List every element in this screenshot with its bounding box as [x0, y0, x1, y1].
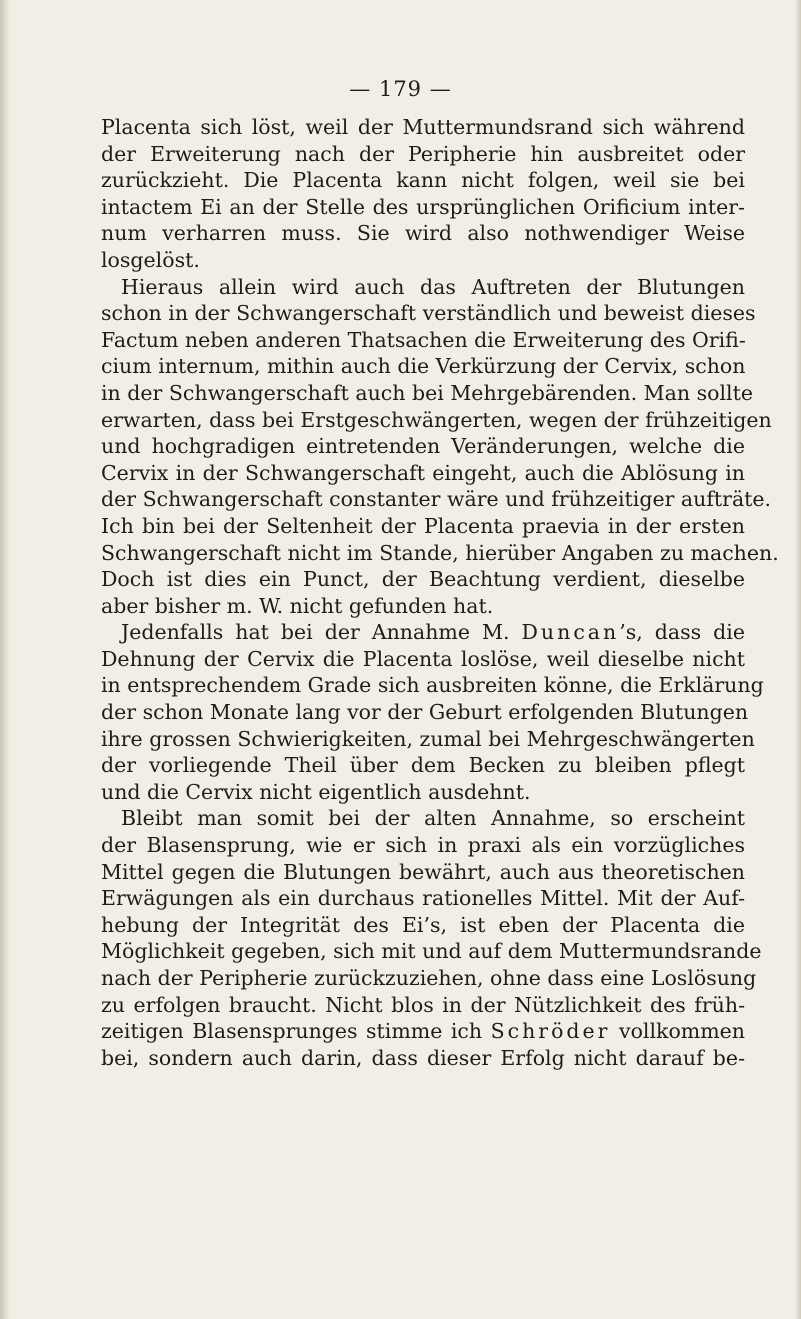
text-line: intactem Ei an der Stelle des ursprünglichen Orificium inter-	[101, 194, 745, 219]
text-line: Factum neben anderen Thatsachen die Erweiterung des Orifi-	[101, 327, 746, 352]
page-right-edge	[795, 0, 801, 1319]
text-line: Cervix in der Schwangerschaft eingeht, auch die Ablösung in	[101, 460, 745, 485]
text-segment: zeitigen Blasensprunges stimme ich	[101, 1019, 491, 1044]
text-line: der Blasensprung, wie er sich in praxi als ein vorzügliches	[101, 833, 745, 858]
text-line: bei, sondern auch darin, dass dieser Erfolg nicht darauf be-	[101, 1045, 745, 1070]
text-line: Placenta sich löst, weil der Muttermundsrand sich während	[101, 115, 745, 139]
author-name: Duncan	[521, 620, 620, 645]
page-left-edge	[0, 0, 10, 1319]
paragraph-start: Bleibt man somit bei der alten Annahme, so erscheint	[121, 806, 745, 831]
author-name: Schröder	[490, 1019, 611, 1044]
text-segment: ’s, dass die	[619, 620, 745, 645]
text-line: zu erfolgen braucht. Nicht blos in der Nützlichkeit des früh-	[101, 992, 745, 1017]
text-line: zurückzieht. Die Placenta kann nicht folgen, weil sie bei	[101, 168, 745, 193]
text-line: und hochgradigen eintretenden Veränderungen, welche die	[101, 434, 745, 459]
body-text	[101, 114, 779, 1071]
text-line: nach der Peripherie zurückzuziehen, ohne dass eine Loslösung	[101, 966, 757, 990]
paragraph-start	[101, 619, 745, 646]
text-line: in der Schwangerschaft auch bei Mehrgebärenden. Man sollte	[101, 380, 753, 405]
text-line: hebung der Integrität des Ei’s, ist eben der Placenta die	[101, 912, 745, 937]
text-line: cium internum, mithin auch die Verkürzung der Cervix, schon	[101, 354, 746, 379]
text-line: aber bisher m. W. nicht gefunden hat.	[101, 593, 494, 618]
text-line: Erwägungen als ein durchaus rationelles Mittel. Mit der Auf-	[101, 886, 745, 911]
text-line: Ich bin bei der Seltenheit der Placenta praevia in der ersten	[101, 513, 745, 538]
text-line: in entsprechendem Grade sich ausbreiten könne, die Erklärung	[101, 673, 764, 698]
paragraph-start: Hieraus allein wird auch das Auftreten der Blutungen	[121, 274, 745, 299]
text-line: losgelöst.	[101, 247, 200, 272]
text-line: der schon Monate lang vor der Geburt erfolgenden Blutungen	[101, 700, 749, 725]
text-line: Dehnung der Cervix die Placenta loslöse, weil dieselbe nicht	[101, 646, 745, 671]
text-segment: Jedenfalls hat bei der Annahme M.	[121, 620, 522, 645]
text-line: schon in der Schwangerschaft verständlich und beweist dieses	[101, 301, 756, 326]
text-line: Mittel gegen die Blutungen bewährt, auch aus theoretischen	[101, 859, 745, 884]
page-number: — 179 —	[349, 77, 452, 101]
text-line: erwarten, dass bei Erstgeschwängerten, wegen der frühzeitigen	[101, 407, 772, 432]
text-line: Schwangerschaft nicht im Stande, hierüber Angaben zu machen.	[101, 540, 779, 565]
text-line: Doch ist dies ein Punct, der Beachtung verdient, dieselbe	[101, 567, 745, 592]
text-line: ihre grossen Schwierigkeiten, zumal bei Mehrgeschwängerten	[101, 726, 755, 751]
text-line: und die Cervix nicht eigentlich ausdehnt.	[101, 779, 531, 804]
text-line	[101, 1018, 745, 1045]
text-segment: vollkommen	[610, 1019, 745, 1044]
text-line: der vorliegende Theil über dem Becken zu bleiben pflegt	[101, 753, 745, 778]
text-line: der Schwangerschaft constanter wäre und frühzeitiger aufträte.	[101, 487, 772, 512]
text-line: num verharren muss. Sie wird also nothwendiger Weise	[101, 221, 745, 246]
text-line: Möglichkeit gegeben, sich mit und auf dem Muttermundsrande	[101, 939, 762, 964]
text-line: der Erweiterung nach der Peripherie hin ausbreitet oder	[101, 141, 745, 166]
